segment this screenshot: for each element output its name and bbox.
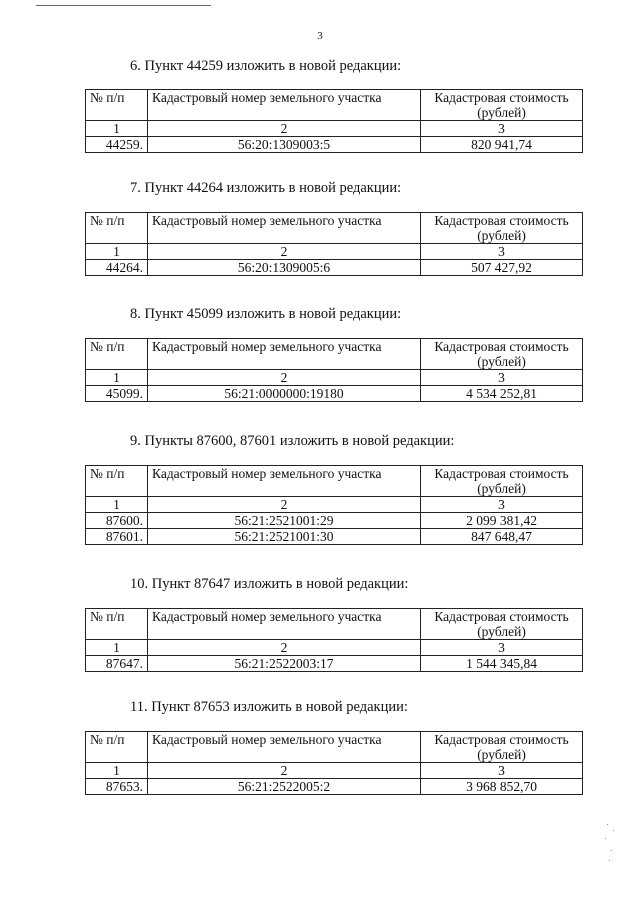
- section-heading: 9. Пункты 87600, 87601 изложить в новой редакции:: [130, 433, 455, 449]
- section-heading: 7. Пункт 44264 изложить в новой редакции:: [130, 180, 402, 196]
- table-row: [86, 656, 583, 672]
- row-number: 87647.: [86, 656, 148, 672]
- section-heading: 11. Пункт 87653 изложить в новой редакции:: [130, 699, 408, 715]
- header-num: № п/п: [86, 339, 148, 370]
- header-cadastral: Кадастровый номер земельного участка: [148, 90, 421, 121]
- header-num: № п/п: [86, 466, 148, 497]
- column-index: 3: [421, 640, 583, 656]
- header-cost: Кадастровая стоимость (рублей): [421, 213, 583, 244]
- row-number: 87600.: [86, 513, 148, 529]
- page-number: 3: [317, 30, 323, 42]
- column-index-row: [86, 244, 583, 260]
- column-index: 1: [86, 763, 148, 779]
- cadastral-cost: 3 968 852,70: [421, 779, 583, 795]
- column-index: 1: [86, 244, 148, 260]
- column-index: 1: [86, 640, 148, 656]
- cadastral-number: 56:21:0000000:19180: [148, 386, 421, 402]
- column-index: 3: [421, 497, 583, 513]
- column-index-row: [86, 640, 583, 656]
- header-cadastral: Кадастровый номер земельного участка: [148, 609, 421, 640]
- header-cost: Кадастровая стоимость (рублей): [421, 466, 583, 497]
- header-num: № п/п: [86, 90, 148, 121]
- column-index: 2: [148, 640, 421, 656]
- cadastral-number: 56:21:2521001:30: [148, 529, 421, 545]
- header-cost: Кадастровая стоимость (рублей): [421, 609, 583, 640]
- cadastral-value-table: [85, 212, 583, 276]
- table-header-row: [86, 213, 583, 244]
- scan-specks: [603, 824, 617, 864]
- header-cadastral: Кадастровый номер земельного участка: [148, 732, 421, 763]
- column-index: 2: [148, 763, 421, 779]
- section-heading: 10. Пункт 87647 изложить в новой редакции:: [130, 576, 409, 592]
- cadastral-cost: 2 099 381,42: [421, 513, 583, 529]
- header-cadastral: Кадастровый номер земельного участка: [148, 339, 421, 370]
- column-index: 1: [86, 370, 148, 386]
- cadastral-number: 56:21:2521001:29: [148, 513, 421, 529]
- row-number: 44264.: [86, 260, 148, 276]
- cadastral-value-table: [85, 731, 583, 795]
- cadastral-number: 56:20:1309005:6: [148, 260, 421, 276]
- column-index: 3: [421, 370, 583, 386]
- column-index-row: [86, 121, 583, 137]
- column-index: 3: [421, 244, 583, 260]
- cadastral-cost: 1 544 345,84: [421, 656, 583, 672]
- cadastral-value-table: [85, 465, 583, 545]
- header-cadastral: Кадастровый номер земельного участка: [148, 466, 421, 497]
- cadastral-value-table: [85, 608, 583, 672]
- header-num: № п/п: [86, 609, 148, 640]
- table-header-row: [86, 609, 583, 640]
- column-index: 2: [148, 370, 421, 386]
- column-index-row: [86, 370, 583, 386]
- table-header-row: [86, 90, 583, 121]
- column-index: 1: [86, 121, 148, 137]
- section-heading: 8. Пункт 45099 изложить в новой редакции:: [130, 306, 402, 322]
- table-header-row: [86, 339, 583, 370]
- cadastral-cost: 847 648,47: [421, 529, 583, 545]
- column-index: 2: [148, 244, 421, 260]
- column-index: 3: [421, 121, 583, 137]
- column-index: 2: [148, 497, 421, 513]
- column-index: 3: [421, 763, 583, 779]
- cadastral-cost: 507 427,92: [421, 260, 583, 276]
- top-rule: [36, 5, 211, 6]
- column-index-row: [86, 763, 583, 779]
- header-cost: Кадастровая стоимость (рублей): [421, 339, 583, 370]
- header-num: № п/п: [86, 213, 148, 244]
- cadastral-cost: 820 941,74: [421, 137, 583, 153]
- header-num: № п/п: [86, 732, 148, 763]
- table-header-row: [86, 466, 583, 497]
- table-row: [86, 529, 583, 545]
- row-number: 87653.: [86, 779, 148, 795]
- cadastral-number: 56:21:2522005:2: [148, 779, 421, 795]
- row-number: 45099.: [86, 386, 148, 402]
- table-row: [86, 779, 583, 795]
- column-index: 2: [148, 121, 421, 137]
- cadastral-cost: 4 534 252,81: [421, 386, 583, 402]
- table-header-row: [86, 732, 583, 763]
- section-heading: 6. Пункт 44259 изложить в новой редакции:: [130, 58, 402, 74]
- header-cost: Кадастровая стоимость (рублей): [421, 90, 583, 121]
- table-row: [86, 137, 583, 153]
- column-index: 1: [86, 497, 148, 513]
- row-number: 87601.: [86, 529, 148, 545]
- header-cost: Кадастровая стоимость (рублей): [421, 732, 583, 763]
- cadastral-number: 56:20:1309003:5: [148, 137, 421, 153]
- table-row: [86, 260, 583, 276]
- column-index-row: [86, 497, 583, 513]
- row-number: 44259.: [86, 137, 148, 153]
- table-row: [86, 386, 583, 402]
- header-cadastral: Кадастровый номер земельного участка: [148, 213, 421, 244]
- cadastral-number: 56:21:2522003:17: [148, 656, 421, 672]
- cadastral-value-table: [85, 338, 583, 402]
- cadastral-value-table: [85, 89, 583, 153]
- table-row: [86, 513, 583, 529]
